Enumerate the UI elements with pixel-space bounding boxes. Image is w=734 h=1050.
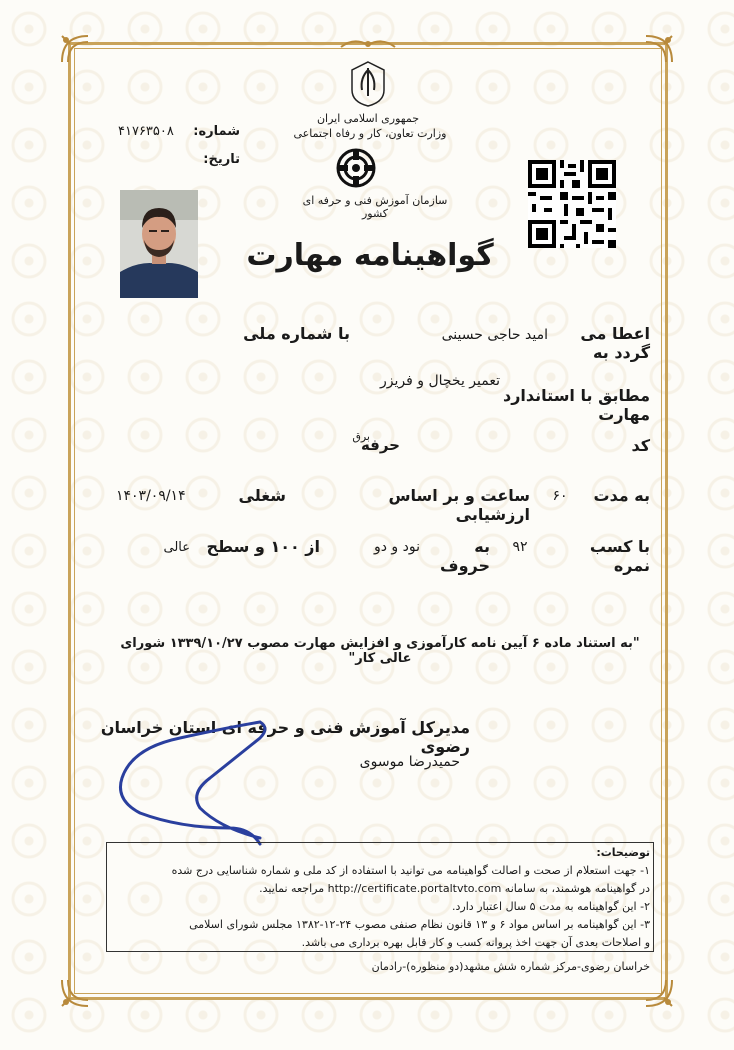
corner-ornament-icon: [58, 976, 92, 1010]
assessment-date: ۱۴۰۳/۰۹/۱۴: [116, 488, 186, 504]
date-label: تاریخ:: [203, 152, 240, 167]
out-of-text: از ۱۰۰ و سطح: [206, 537, 320, 556]
notes-heading: توضیحات:: [596, 846, 650, 859]
code-label: کد: [631, 436, 650, 455]
assessment-type: شغلی: [238, 486, 286, 505]
score-label: با کسب نمره: [589, 537, 650, 575]
trade-value: برق: [352, 430, 370, 443]
notes-line-3: ۲- این گواهینامه به مدت ۵ سال اعتبار دارد.: [452, 900, 650, 913]
hours-text: ساعت و بر اساس ارزشیابی: [388, 486, 530, 524]
awarded-label: اعطا می گردد به: [580, 324, 650, 362]
organization-name: سازمان آموزش فنی و حرفه ای کشور: [302, 194, 448, 220]
signatory-title: مدیرکل آموزش فنی و حرفه ای استان خراسان رضوی: [100, 718, 470, 756]
number-label: شماره:: [193, 124, 240, 139]
score-value: ۹۲: [512, 539, 528, 555]
duration-label: به مدت: [593, 486, 650, 505]
standard-value: تعمیر یخچال و فریزر: [379, 373, 500, 389]
signature: [110, 718, 280, 848]
photo: [120, 190, 198, 298]
duration-value: ۶۰: [552, 488, 568, 504]
notes-line-2: در گواهینامه هوشمند، به سامانه http://certificate.portaltvto.com مراجعه نمایید.: [259, 882, 650, 895]
tvto-logo-icon: [336, 148, 376, 188]
number-value: ۴۱۷۶۳۵۰۸: [118, 124, 174, 139]
national-id-label: با شماره ملی: [243, 324, 350, 343]
in-words-value: نود و دو: [373, 539, 420, 555]
ministry-name: وزارت تعاون، کار و رفاه اجتماعی: [293, 127, 447, 140]
trade-label: حرفه: [360, 436, 400, 454]
regulation-text: "به استناد ماده ۶ آیین نامه کارآموزی و افزایش مهارت مصوب ۱۳۳۹/۱۰/۲۷ شورای عالی کار": [120, 636, 640, 666]
emblem-icon: [348, 60, 388, 108]
notes-line-1: ۱- جهت استعلام از صحت و اصالت گواهینامه می توانید با استفاده از کد ملی و شماره شناسایی درج شده: [171, 864, 650, 877]
level-value: عالی: [163, 540, 190, 555]
certificate-title: گواهینامه مهارت: [246, 238, 494, 273]
standard-label: مطابق با استاندارد مهارت: [503, 386, 650, 424]
footer-center: خراسان رضوی-مرکز شماره شش مشهد(دو منظوره)-رادمان: [371, 960, 650, 973]
qr-code: [528, 160, 616, 248]
in-words-label: به حروف: [439, 537, 490, 575]
notes-line-4: ۳- این گواهینامه بر اساس مواد ۶ و ۱۳ قانون نظام صنفی مصوب ۲۴-۱۲-۱۳۸۲ مجلس شورای اسلامی: [189, 918, 650, 931]
awarded-name: امید حاجی حسینی: [441, 327, 548, 343]
notes-line-5: و اصلاحات بعدی آن جهت اخذ پروانه کسب و کار قابل بهره برداری می باشد.: [301, 936, 650, 949]
corner-ornament-icon: [58, 32, 92, 66]
signatory-name: حمیدرضا موسوی: [359, 754, 460, 770]
corner-ornament-icon: [642, 976, 676, 1010]
country-name: جمهوری اسلامی ایران: [316, 112, 420, 125]
top-ornament-icon: [339, 36, 397, 50]
corner-ornament-icon: [642, 32, 676, 66]
